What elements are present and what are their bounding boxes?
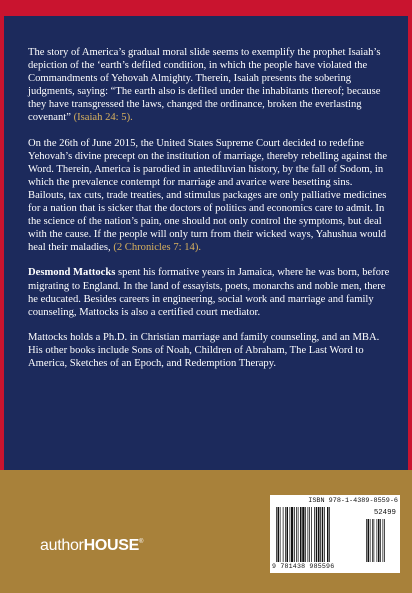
scripture-reference-chronicles: (2 Chronicles 7: 14).: [113, 242, 201, 254]
barcode-bar: [278, 507, 280, 562]
barcode-bar: [296, 507, 297, 562]
barcode-bar: [294, 507, 295, 562]
barcode-digits: 9 781438 985596: [272, 563, 335, 570]
barcode-bar: [324, 507, 325, 562]
addon-bar: [368, 519, 370, 562]
addon-bar: [370, 519, 371, 562]
publisher-logo: [40, 537, 143, 555]
barcode-bar: [322, 507, 324, 562]
barcode-bar: [291, 507, 293, 562]
right-red-band: [408, 0, 412, 470]
barcode-bar: [290, 507, 291, 562]
barcode-bar: [280, 507, 281, 562]
top-red-band: [0, 0, 412, 16]
barcode-bar: [318, 507, 320, 562]
paragraph-2-text: On the 26th of June 2015, the United States Supreme Court decided to redefine Yehovah’s divine precept on the institution of marriage, thereby rebelling against the Word. Therein, America is parodied in antediluvian history, by the fall of Sodom, in which the prevalence contempt for marriage and avarice were besetting sins. Bailouts, tax cuts, trade treaties, and stimulus packages are only palliative medicines for a nation that is sicker that the doctors of politics and economics care to admit. In the science of the nation’s pain, one should not only control the symptoms, but deal with the cause. If the people will only turn from their wicked ways, Yahushua would heal their maladies,: [28, 137, 388, 254]
addon-bar: [372, 519, 373, 562]
author-credentials-paragraph: [28, 331, 390, 370]
author-name: Desmond Mattocks: [28, 267, 116, 279]
isbn-label: ISBN 978-1-4389-8559-6: [308, 497, 398, 505]
barcode-bar: [311, 507, 312, 562]
addon-bar: [378, 519, 380, 562]
barcode-bar: [276, 507, 277, 562]
barcode-bar: [300, 507, 302, 562]
barcode-bar: [320, 507, 321, 562]
barcode-bar: [327, 507, 329, 562]
barcode-bar: [314, 507, 315, 562]
blurb-text: [28, 46, 390, 382]
barcode-bar: [308, 507, 309, 562]
paragraph-1-text: The story of America’s gradual moral slide seems to exemplify the prophet Isaiah’s depiction of the ‘earth’s defiled condition, in which the people have violated the Commandments of Yehovah Almighty. Therein, Isaiah presents the sobering judgments, saying: “The earth also is defiled under the inhabitants thereof; because they have transgressed the laws, changed the ordinance, broken the everlasting covenant”: [28, 47, 381, 124]
author-credentials-text: Mattocks holds a Ph.D. in Christian marriage and family counseling, and an MBA. His other books include Sons of Noah, Children of Abraham, The Last Word to America, Sketches of an Epoch, and Redemption Therapy.: [28, 331, 380, 369]
addon-bar: [384, 519, 385, 562]
barcode-bar: [287, 507, 289, 562]
barcode-bar: [298, 507, 299, 562]
addon-bar: [366, 519, 367, 562]
price-code: 52499: [373, 509, 396, 517]
barcode-bar: [283, 507, 284, 562]
barcode-bar: [309, 507, 310, 562]
addon-bar: [380, 519, 381, 562]
paragraph-2: [28, 137, 390, 255]
author-bio-paragraph: [28, 266, 390, 318]
barcode-bars: [270, 495, 400, 573]
barcode-bar: [302, 507, 304, 562]
barcode-bar: [316, 507, 318, 562]
barcode-bar: [305, 507, 306, 562]
registered-mark: ®: [138, 539, 144, 545]
barcode-bar: [329, 507, 330, 562]
logo-word-author: author: [40, 537, 84, 554]
author-bio-text: spent his formative years in Jamaica, where he was born, before migrating to England. In the land of essayists, poets, monarchs and noble men, there he educated. Besides careers in engineering, social work and marriage and family counseling, Mattocks is also a certified court mediator.: [28, 267, 390, 318]
barcode-bar: [285, 507, 286, 562]
scripture-reference-isaiah: (Isaiah 24: 5).: [73, 112, 133, 124]
addon-bar: [374, 519, 375, 562]
addon-bar: [377, 519, 378, 562]
barcode-box: [270, 495, 400, 573]
logo-word-house: HOUSE: [83, 537, 139, 554]
paragraph-1: [28, 46, 390, 125]
addon-bar: [383, 519, 384, 562]
